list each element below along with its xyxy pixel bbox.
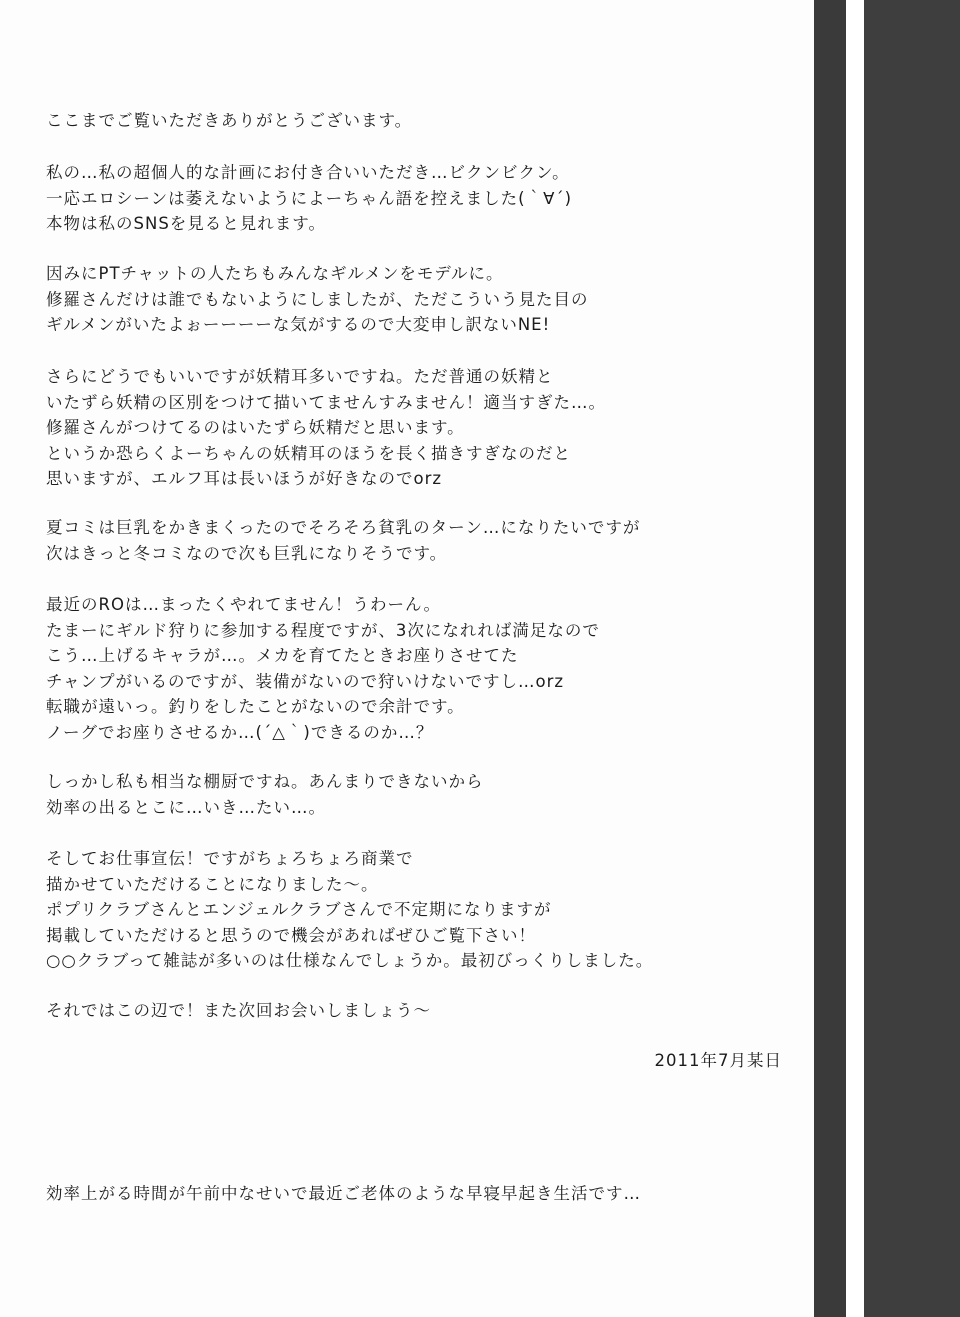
signature-date: 2011年7月某日 xyxy=(654,1051,782,1070)
paragraph-farewell: それではこの辺で！また次回お会いしましょう～ xyxy=(46,1001,431,1020)
paragraph-ro: 最近のROは…まったくやれてません！うわーん。 たまーにギルド狩りに参加する程度ですが、3次になれれば満足なので こう…上げるキャラが…。メカを育てたときお座りさせてた チャンプがいるのですが、装備がないので狩いけないですし…orz 転職が遠いっ。釣りをしたことがないので余計です。 ノーグでお座りさせるか…(´△｀)できるのか…？ xyxy=(46,595,600,742)
paragraph-work-promo: そしてお仕事宣伝！ですがちょろちょろ商業で 描かせていただけることになりました～。 ポプリクラブさんとエンジェルクラブさんで不定期になりますが 掲載していただけると思うので機会があればぜひご覧下さい！ ○○クラブって雑誌が多いのは仕様なんでしょうか。最初びっくりしました。 xyxy=(46,849,654,971)
paragraph-efficiency: しっかし私も相当な棚厨ですね。あんまりできないから 効率の出るとこに…いき…たい…。 xyxy=(46,772,484,817)
decorative-stripe-gap xyxy=(846,0,864,1317)
paragraph-fairy-ears: さらにどうでもいいですが妖精耳多いですね。ただ普通の妖精と いたずら妖精の区別をつけて描いてませんすみません！適当すぎた…。 修羅さんがつけてるのはいたずら妖精だと思います。 というか恐らくよーちゃんの妖精耳のほうを長く描きすぎなのだと 思いますが、エルフ耳は長いほうが好きなのでorz xyxy=(46,367,606,489)
afterword-intro: ここまでご覧いただきありがとうございます。 xyxy=(46,111,413,130)
paragraph-pt-chat: 因みにPTチャットの人たちもみんなギルメンをモデルに。 修羅さんだけは誰でもないようにしましたが、ただこういう見た目の ギルメンがいたよぉーーーーな気がするので大変申し訳ないNE! xyxy=(46,264,589,335)
postscript: 効率上がる時間が午前中なせいで最近ご老体のような早寝早起き生活です… xyxy=(46,1184,641,1203)
decorative-stripe-inner xyxy=(814,0,846,1317)
paragraph-plan: 私の…私の超個人的な計画にお付き合いいただき…ビクンビクン。 一応エロシーンは萎えないようによーちゃん語を控えました(｀∀´) 本物は私のSNSを見ると見れます。 xyxy=(46,163,573,234)
paragraph-comiket: 夏コミは巨乳をかきまくったのでそろそろ貧乳のターン…になりたいですが 次はきっと冬コミなので次も巨乳になりそうです。 xyxy=(46,518,641,563)
decorative-stripe-outer xyxy=(864,0,960,1317)
